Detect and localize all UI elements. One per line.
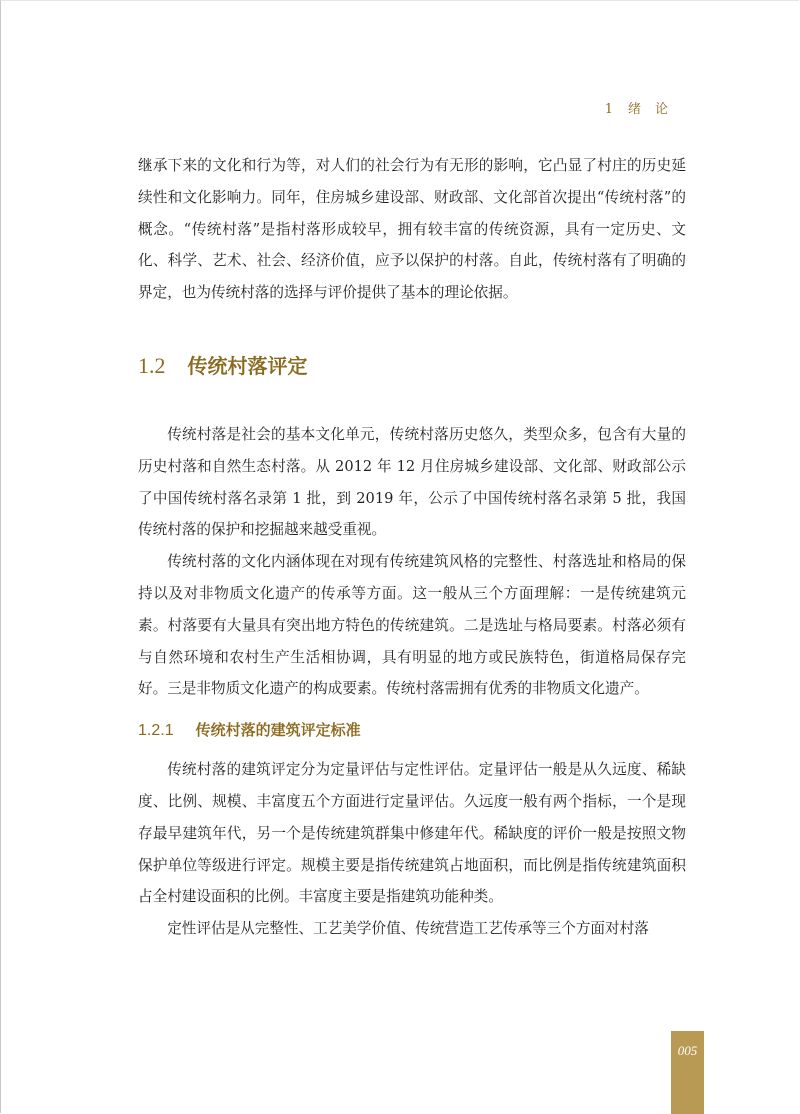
running-head	[605, 98, 682, 117]
chapter-number: 1	[604, 102, 614, 117]
intro-paragraph: 继承下来的文化和行为等，对人们的社会行为有无形的影响，它凸显了村庄的历史延续性和文化影响力。同年，住房城乡建设部、财政部、文化部首次提出“传统村落”的概念。“传统村落”是指村落形成较早，拥有较丰富的传统资源，具有一定历史、文化、科学、艺术、社会、经济价值，应予以保护的村落。自此，传统村落有了明确的界定，也为传统村落的选择与评价提供了基本的理论依据。	[138, 157, 686, 302]
section-paragraph-2: 传统村落的文化内涵体现在对现有传统建筑风格的完整性、村落选址和格局的保持以及对非物质文化遗产的传承等方面。这一般从三个方面理解：一是传统建筑元素。村落要有大量具有突出地方特色的传统建筑。二是选址与格局要素。村落必须有与自然环境和农村生产生活相协调，具有明显的地方或民族特色，街道格局保存完好。三是非物质文化遗产的构成要素。传统村落需拥有优秀的非物质文化遗产。	[138, 553, 686, 698]
section-heading	[138, 349, 686, 383]
subsection-paragraph-2: 定性评估是从完整性、工艺美学价值、传统营造工艺传承等三个方面对村落	[167, 920, 649, 938]
subsection-number: 1.2.1	[138, 722, 174, 740]
section-paragraph-1: 传统村落是社会的基本文化单元，传统村落历史悠久，类型众多，包含有大量的历史村落和自然生态村落。从 2012 年 12 月住房城乡建设部、文化部、财政部公示了中国传统村落名录第 1 批，到 2019 年，公示了中国传统村落名录第 5 批，我国传统村落的保护和挖掘越来越受重视。	[138, 425, 686, 539]
subsection-heading	[138, 715, 686, 746]
page-number-tab	[671, 1031, 704, 1114]
subsection-paragraph-1: 传统村落的建筑评定分为定量评估与定性评估。定量评估一般是从久远度、稀缺度、比例、规模、丰富度五个方面进行定量评估。久远度一般有两个指标，一个是现存最早建筑年代，另一个是传统建筑群集中修建年代。稀缺度的评价一般是按照文物保护单位等级进行评定。规模主要是指传统建筑占地面积，而比例是指传统建筑面积占全村建设面积的比例。丰富度主要是指建筑功能种类。	[138, 761, 686, 906]
section-number: 1.2	[138, 352, 166, 378]
section-title: 传统村落评定	[187, 353, 308, 378]
chapter-title: 绪论	[627, 102, 682, 117]
page-content	[138, 150, 686, 945]
page-number: 005	[677, 1043, 698, 1058]
subsection-title: 传统村落的建筑评定标准	[195, 721, 361, 740]
